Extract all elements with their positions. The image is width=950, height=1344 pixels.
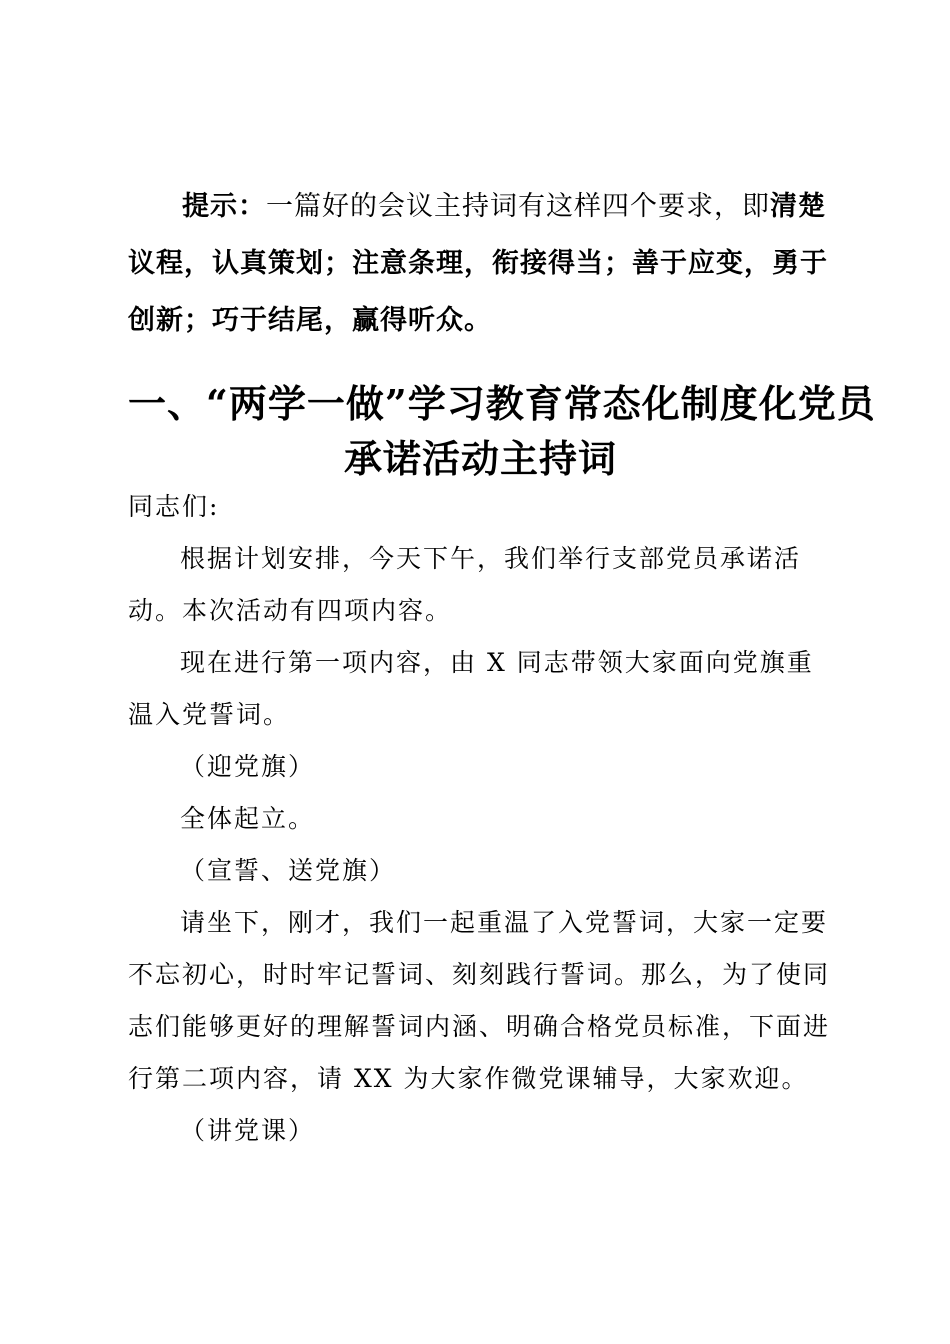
greeting: 同志们: (128, 492, 220, 521)
stage-note-3: （讲党课） (180, 1116, 316, 1145)
tip-text-plain: 一篇好的会议主持词有这样四个要求，即 (266, 191, 770, 222)
stage-note-2: （宣誓、送党旗） (180, 856, 397, 885)
heading-line-1: 一、“两学一做”学习教育常态化制度化党员 (128, 381, 876, 426)
section-heading (128, 376, 876, 486)
tip-text-bold: 清楚议程，认真策划；注意条理，衔接得当；善于应变，勇于创新；巧于结尾，赢得听众。 (128, 191, 828, 336)
heading-line-2: 承诺活动主持词 (343, 436, 617, 481)
paragraph-2: 现在进行第一项内容，由 X 同志带领大家面向党旗重温入党誓词。 (128, 648, 814, 729)
stage-note-1: （迎党旗） (180, 752, 316, 781)
speech-body (128, 481, 833, 1157)
paragraph-3: 全体起立。 (180, 804, 316, 833)
paragraph-1: 根据计划安排，今天下午，我们举行支部党员承诺活动。本次活动有四项内容。 (128, 544, 802, 625)
paragraph-4: 请坐下，刚才，我们一起重温了入党誓词，大家一定要不忘初心，时时牢记誓词、刻刻践行誓词。那么，为了使同志们能够更好的理解誓词内涵、明确合格党员标准，下面进行第二项内容，请 XX 为大家作微党课辅导，大家欢迎。 (128, 908, 831, 1093)
tip-label: 提示： (182, 191, 266, 222)
tip-paragraph (128, 178, 833, 349)
